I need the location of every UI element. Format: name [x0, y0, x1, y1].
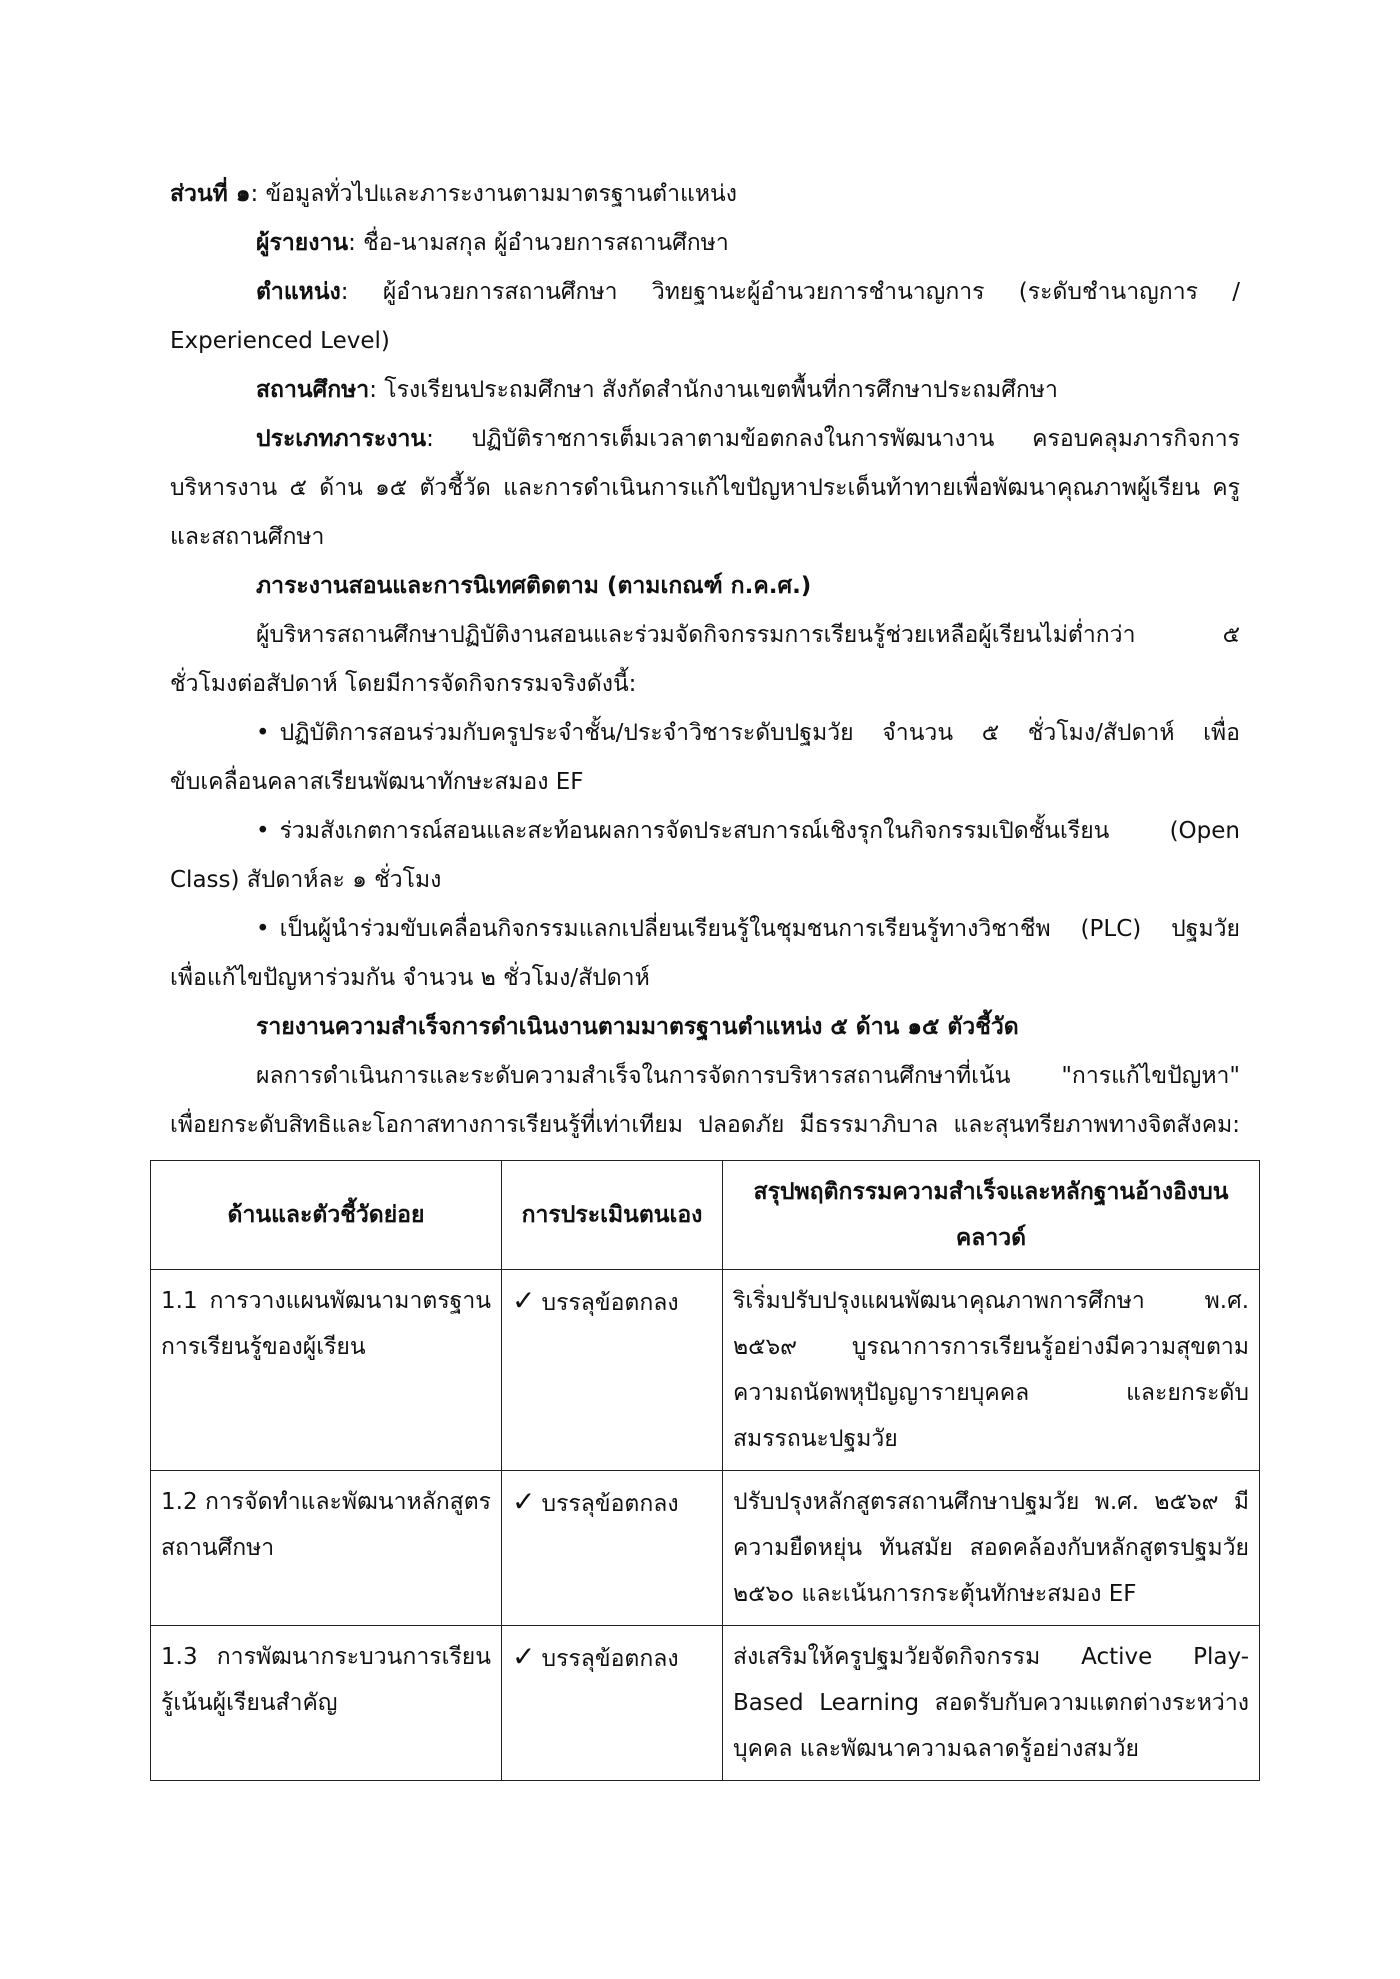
bullet-item-cont: Class) สัปดาห์ละ ๑ ชั่วโมง	[170, 867, 442, 893]
achievement-table	[150, 1160, 1260, 1781]
bullet-text: เป็นผู้นำร่วมขับเคลื่อนกิจกรรมแลกเปลี่ยนเรียนรู้ในชุมชนการเรียนรู้ทางวิชาชีพ (PLC) ปฐมวัย	[279, 916, 1240, 942]
assessment-text: บรรลุข้อตกลง	[541, 1491, 679, 1517]
check-icon: ✓	[512, 1485, 536, 1518]
check-icon: ✓	[512, 1284, 536, 1317]
position-line-2: Experienced Level)	[170, 328, 390, 354]
header-indicator: ด้านและตัวชี้วัดย่อย	[151, 1161, 502, 1270]
reporter-label: ผู้รายงาน	[256, 230, 349, 256]
teaching-heading-text: ภาระงานสอนและการนิเทศติดตาม (ตามเกณฑ์ ก.ค.ศ.)	[256, 573, 812, 599]
position-label: ตำแหน่ง	[256, 279, 341, 305]
table-row	[151, 1270, 1260, 1471]
indicator-cell: 1.1 การวางแผนพัฒนามาตรฐานการเรียนรู้ของผู้เรียน	[151, 1270, 502, 1471]
reporter-text: : ชื่อ-นามสกุล ผู้อำนวยการสถานศึกษา	[348, 230, 729, 256]
teaching-intro: ผู้บริหารสถานศึกษาปฏิบัติงานสอนและร่วมจัดกิจกรรมการเรียนรู้ช่วยเหลือผู้เรียนไม่ต่ำกว่า ๕	[256, 622, 1240, 648]
summary-cell: ส่งเสริมให้ครูปฐมวัยจัดกิจกรรม Active Play-Based Learning สอดรับกับความแตกต่างระหว่างบุคคล และพัฒนาความฉลาดรู้อย่างสมวัย	[723, 1626, 1260, 1781]
workload-line	[170, 415, 1240, 464]
summary-cell: ปรับปรุงหลักสูตรสถานศึกษาปฐมวัย พ.ศ. ๒๕๖๙ มีความยืดหยุ่น ทันสมัย สอดคล้องกับหลักสูตรปฐมวัย ๒๕๖๐ และเน้นการกระตุ้นทักษะสมอง EF	[723, 1471, 1260, 1626]
report-heading	[170, 1003, 1240, 1052]
indicator-cell: 1.3 การพัฒนากระบวนการเรียนรู้เน้นผู้เรียนสำคัญ	[151, 1626, 502, 1781]
assessment-cell	[502, 1270, 723, 1471]
bullet-item-cont: ขับเคลื่อนคลาสเรียนพัฒนาทักษะสมอง EF	[170, 769, 584, 795]
workload-label: ประเภทภาระงาน	[256, 426, 427, 452]
part-label: ส่วนที่ ๑	[170, 181, 251, 207]
school-text: : โรงเรียนประถมศึกษา สังกัดสำนักงานเขตพื้นที่การศึกษาประถมศึกษา	[369, 377, 1058, 403]
bullet-text: ปฏิบัติการสอนร่วมกับครูประจำชั้น/ประจำวิชาระดับปฐมวัย จำนวน ๕ ชั่วโมง/สัปดาห์ เพื่อ	[279, 720, 1240, 746]
teaching-intro-2: ชั่วโมงต่อสัปดาห์ โดยมีการจัดกิจกรรมจริงดังนี้:	[170, 671, 637, 697]
header-summary: สรุปพฤติกรรมความสำเร็จและหลักฐานอ้างอิงบนคลาวด์	[723, 1161, 1260, 1270]
bullet-item	[170, 709, 1240, 758]
assessment-cell	[502, 1626, 723, 1781]
assessment-cell	[502, 1471, 723, 1626]
reporter-line	[170, 219, 1240, 268]
workload-text: : ปฏิบัติราชการเต็มเวลาตามข้อตกลงในการพัฒนางาน ครอบคลุมภารกิจการ	[426, 426, 1240, 452]
indicator-cell: 1.2 การจัดทำและพัฒนาหลักสูตรสถานศึกษา	[151, 1471, 502, 1626]
report-intro-2: เพื่อยกระดับสิทธิและโอกาสทางการเรียนรู้ที่เท่าเทียม ปลอดภัย มีธรรมาภิบาล และสุนทรียภาพทางจิตสังคม:	[170, 1112, 1240, 1138]
position-text: : ผู้อำนวยการสถานศึกษา วิทยฐานะผู้อำนวยการชำนาญการ (ระดับชำนาญการ /	[340, 279, 1240, 305]
school-line	[170, 366, 1240, 415]
bullet-text: ร่วมสังเกตการณ์สอนและสะท้อนผลการจัดประสบการณ์เชิงรุกในกิจกรรมเปิดชั้นเรียน (Open	[279, 818, 1240, 844]
bullet-item	[170, 807, 1240, 856]
school-label: สถานศึกษา	[256, 377, 370, 403]
workload-line-3: และสถานศึกษา	[170, 524, 325, 550]
bullet-item-cont: เพื่อแก้ไขปัญหาร่วมกัน จำนวน ๒ ชั่วโมง/สัปดาห์	[170, 965, 650, 991]
report-intro: ผลการดำเนินการและระดับความสำเร็จในการจัดการบริหารสถานศึกษาที่เน้น "การแก้ไขปัญหา"	[256, 1063, 1240, 1089]
report-heading-text: รายงานความสำเร็จการดำเนินงานตามมาตรฐานตำแหน่ง ๕ ด้าน ๑๕ ตัวชี้วัด	[256, 1014, 1019, 1040]
assessment-text: บรรลุข้อตกลง	[541, 1646, 679, 1672]
summary-cell: ริเริ่มปรับปรุงแผนพัฒนาคุณภาพการศึกษา พ.ศ. ๒๕๖๙ บูรณาการการเรียนรู้อย่างมีความสุขตามความถนัดพหุปัญญารายบุคคล และยกระดับสมรรถนะปฐมวัย	[723, 1270, 1260, 1471]
bullet-icon: •	[256, 916, 270, 942]
position-line	[170, 268, 1240, 317]
bullet-icon: •	[256, 818, 270, 844]
table-row	[151, 1471, 1260, 1626]
document-body	[170, 170, 1240, 1150]
check-icon: ✓	[512, 1640, 536, 1673]
bullet-icon: •	[256, 720, 270, 746]
teaching-heading	[170, 562, 1240, 611]
workload-line-2: บริหารงาน ๕ ด้าน ๑๕ ตัวชี้วัด และการดำเนินการแก้ไขปัญหาประเด็นท้าทายเพื่อพัฒนาคุณภาพผู้เรียน ครู	[170, 475, 1240, 501]
header-assessment: การประเมินตนเอง	[502, 1161, 723, 1270]
table-row	[151, 1626, 1260, 1781]
bullet-item	[170, 905, 1240, 954]
table-header-row	[151, 1161, 1260, 1270]
assessment-text: บรรลุข้อตกลง	[541, 1290, 679, 1316]
part-text: : ข้อมูลทั่วไปและภาระงานตามมาตรฐานตำแหน่ง	[250, 181, 737, 207]
part-heading	[170, 170, 1240, 219]
